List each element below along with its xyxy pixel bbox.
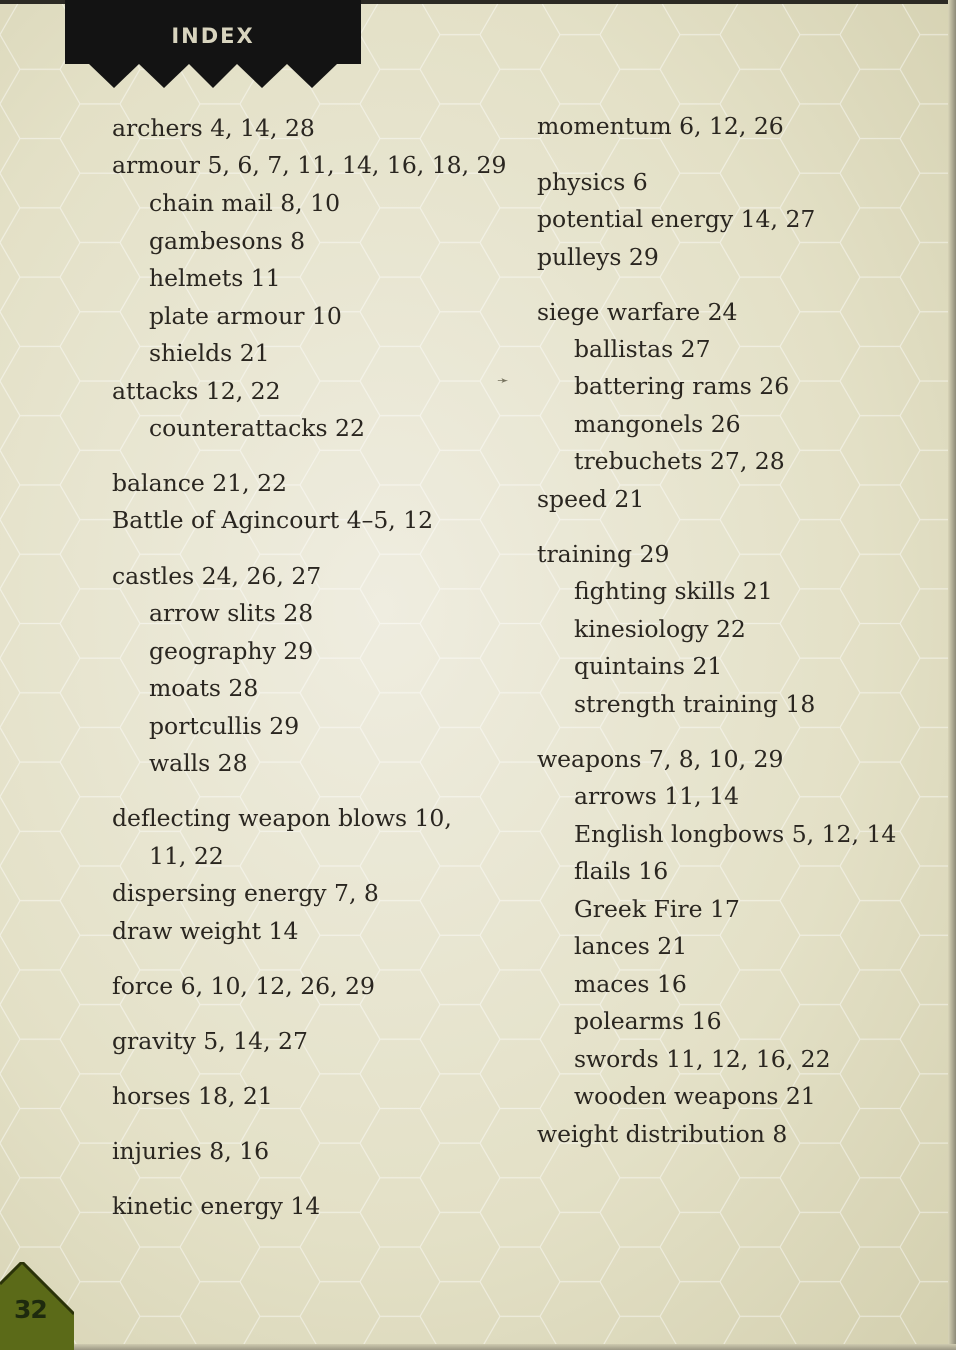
index-entry: dispersing energy 7, 8 [112,879,379,907]
index-subentry: gambesons 8 [149,227,306,255]
index-subentry: battering rams 26 [574,372,790,400]
index-entry: kinetic energy 14 [112,1192,321,1220]
index-entry: potential energy 14, 27 [537,205,816,233]
index-subentry: flails 16 [574,857,669,885]
index-entry: castles 24, 26, 27 [112,562,322,590]
index-entry: deflecting weapon blows 10, [112,804,452,832]
index-subentry: geography 29 [149,637,314,665]
right-page-edge [948,0,956,1350]
index-entry-continuation: 11, 22 [149,842,224,870]
index-entry: training 29 [537,540,670,568]
index-entry: physics 6 [537,168,648,196]
index-entry: injuries 8, 16 [112,1137,270,1165]
index-subentry: arrows 11, 14 [574,782,740,810]
index-subentry: plate armour 10 [149,302,342,330]
index-subentry: polearms 16 [574,1007,722,1035]
index-entry: weapons 7, 8, 10, 29 [537,745,784,773]
index-entry: pulleys 29 [537,243,659,271]
index-subentry: strength training 18 [574,690,816,718]
index-subentry: fighting skills 21 [574,577,773,605]
page-number: 32 [14,1295,47,1324]
index-entry: speed 21 [537,485,645,513]
index-entry: draw weight 14 [112,917,299,945]
index-entry: Battle of Agincourt 4–5, 12 [112,506,434,534]
index-entry: weight distribution 8 [537,1120,788,1148]
index-subentry: walls 28 [149,749,248,777]
index-subentry: ballistas 27 [574,335,711,363]
bottom-page-edge [0,1344,956,1350]
index-entry: archers 4, 14, 28 [112,114,315,142]
index-subentry: maces 16 [574,970,687,998]
index-subentry: chain mail 8, 10 [149,189,341,217]
index-entry: force 6, 10, 12, 26, 29 [112,972,375,1000]
index-entry: gravity 5, 14, 27 [112,1027,308,1055]
index-entry: balance 21, 22 [112,469,287,497]
index-subentry: Greek Fire 17 [574,895,740,923]
index-subentry: portcullis 29 [149,712,300,740]
index-subentry: shields 21 [149,339,270,367]
index-title: INDEX [171,24,255,48]
index-entry: momentum 6, 12, 26 [537,112,784,140]
index-subentry: mangonels 26 [574,410,741,438]
index-subentry: counterattacks 22 [149,414,365,442]
index-subentry: wooden weapons 21 [574,1082,816,1110]
index-subentry: trebuchets 27, 28 [574,447,785,475]
index-subentry: arrow slits 28 [149,599,314,627]
index-subentry: swords 11, 12, 16, 22 [574,1045,831,1073]
index-entry: attacks 12, 22 [112,377,281,405]
index-entry: horses 18, 21 [112,1082,273,1110]
stray-mark: ➛ [497,373,509,389]
index-subentry: moats 28 [149,674,259,702]
index-entry: siege warfare 24 [537,298,738,326]
index-subentry: helmets 11 [149,264,281,292]
index-subentry: lances 21 [574,932,688,960]
index-entry: armour 5, 6, 7, 11, 14, 16, 18, 29 [112,151,507,179]
index-subentry: English longbows 5, 12, 14 [574,820,897,848]
index-subentry: quintains 21 [574,652,723,680]
index-subentry: kinesiology 22 [574,615,746,643]
